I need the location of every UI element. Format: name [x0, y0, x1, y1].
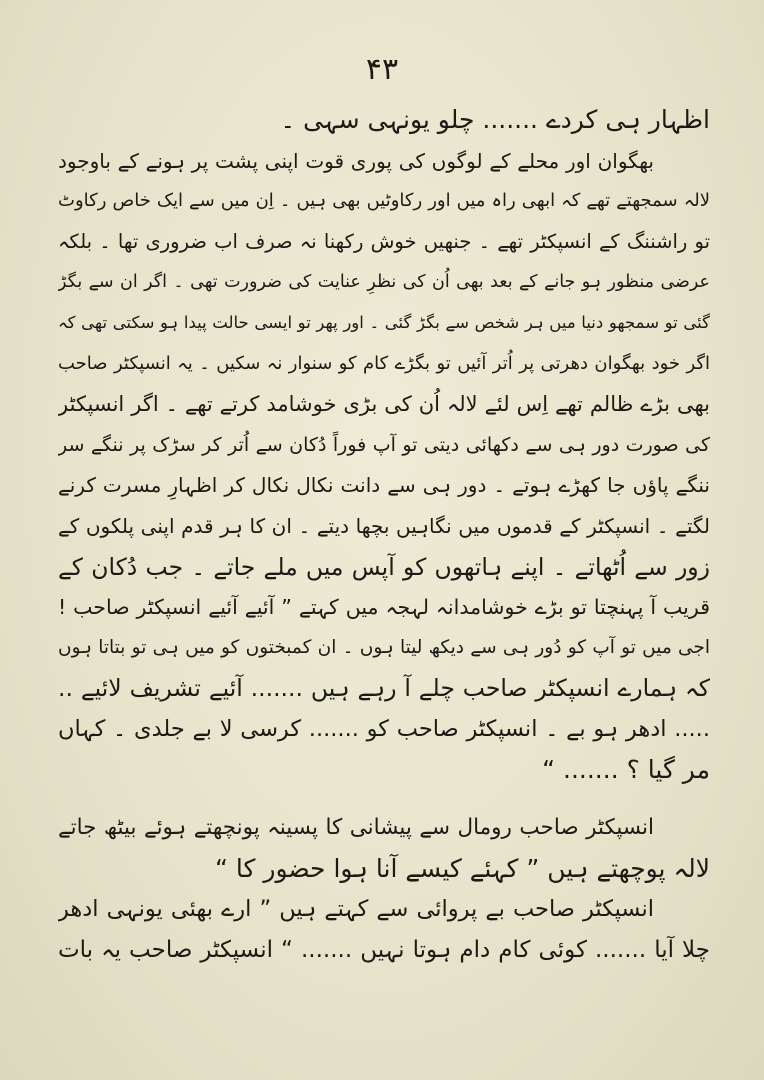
text-line: قریب آ پہنچتا تو بڑے خوشامدانہ لہجہ میں کہتے ” آئیے آئیے انسپکٹر صاحب ! — [58, 595, 710, 620]
text-line: اجی میں تو آپ کو دُور ہی سے دیکھ لیتا ہوں ۔ ان کمبختوں کو میں ہی تو بتاتا ہوں — [58, 636, 710, 658]
text-line: لالہ پوچھتے ہیں ” کہئے کیسے آنا ہوا حضور کا “ — [215, 853, 710, 883]
text-line: بھگوان اور محلے کے لوگوں کی پوری قوت اپنی پشت پر ہونے کے باوجود — [58, 148, 654, 173]
text-line: لالہ سمجھتے تھے کہ ابھی راہ میں اور رکاوٹیں بھی ہیں ۔ اِن میں سے ایک خاص رکاوٹ — [58, 190, 710, 212]
text-line: ننگے پاؤں جا کھڑے ہوتے ۔ دور ہی سے دانت نکال نکال کر اظہارِ مسرت کرنے — [58, 473, 710, 498]
text-line: تو راشننگ کے انسپکٹر تھے ۔ جنھیں خوش رکھنا نہ صرف اب ضروری تھا ۔ بلکہ — [58, 229, 710, 253]
text-line: بھی بڑے ظالم تھے اِس لئے لالہ اُن کی بڑی خوشامد کرتے تھے ۔ اگر انسپکٹر — [58, 392, 710, 417]
paragraph-gap — [58, 790, 710, 808]
page-number: ۴۳ — [365, 52, 399, 87]
text-line: گئی تو سمجھو دنیا میں ہر شخص سے بگڑ گئی ۔ اور پھر تو ایسی حالت پیدا ہو سکتی تھی کہ — [58, 312, 710, 332]
text-line: کی صورت دور ہی سے دکھائی دیتی تو آپ فوراً دُکان سے اُتر کر سڑک پر ننگے سر — [58, 433, 710, 456]
text-line: ..... ادھر ہو بے ۔ انسپکٹر صاحب کو ....... کرسی لا بے جلدی ۔ کہاں — [58, 715, 710, 742]
text-line: اگر خود بھگوان دھرتی پر اُتر آئیں تو بگڑے کام کو سنوار نہ سکیں ۔ یہ انسپکٹر صاحب — [58, 352, 710, 374]
text-line: اظہار ہی کردے ....... چلو یونہی سہی ۔ — [280, 105, 710, 134]
text-line: عرضی منظور ہو جانے کے بعد بھی اُن کی نظرِ عنایت کی ضرورت تھی ۔ اگر ان سے بگڑ — [58, 272, 710, 293]
body-text — [58, 100, 710, 970]
text-line: لگتے ۔ انسپکٹر کے قدموں میں نگاہیں بچھا دیتے ۔ ان کا ہر قدم اپنی پلکوں کے — [58, 513, 710, 538]
text-line: انسپکٹر صاحب بے پروائی سے کہتے ہیں ” ارے بھئی یونہی ادھر — [58, 896, 654, 923]
text-line: زور سے اُٹھاتے ۔ اپنے ہاتھوں کو آپس میں ملے جاتے ۔ جب دُکان کے — [58, 552, 710, 581]
text-line: انسپکٹر صاحب رومال سے پیشانی کا پسینہ پونچھتے ہوئے بیٹھ جاتے — [58, 815, 654, 841]
text-line: چلا آیا ....... کوئی کام دام ہوتا نہیں ....... “ انسپکٹر صاحب یہ بات — [58, 936, 710, 963]
text-line: کہ ہمارے انسپکٹر صاحب چلے آ رہے ہیں ....... آئیے تشریف لائیے .. — [58, 674, 710, 703]
text-line: مر گیا ؟ ....... “ — [542, 754, 710, 784]
